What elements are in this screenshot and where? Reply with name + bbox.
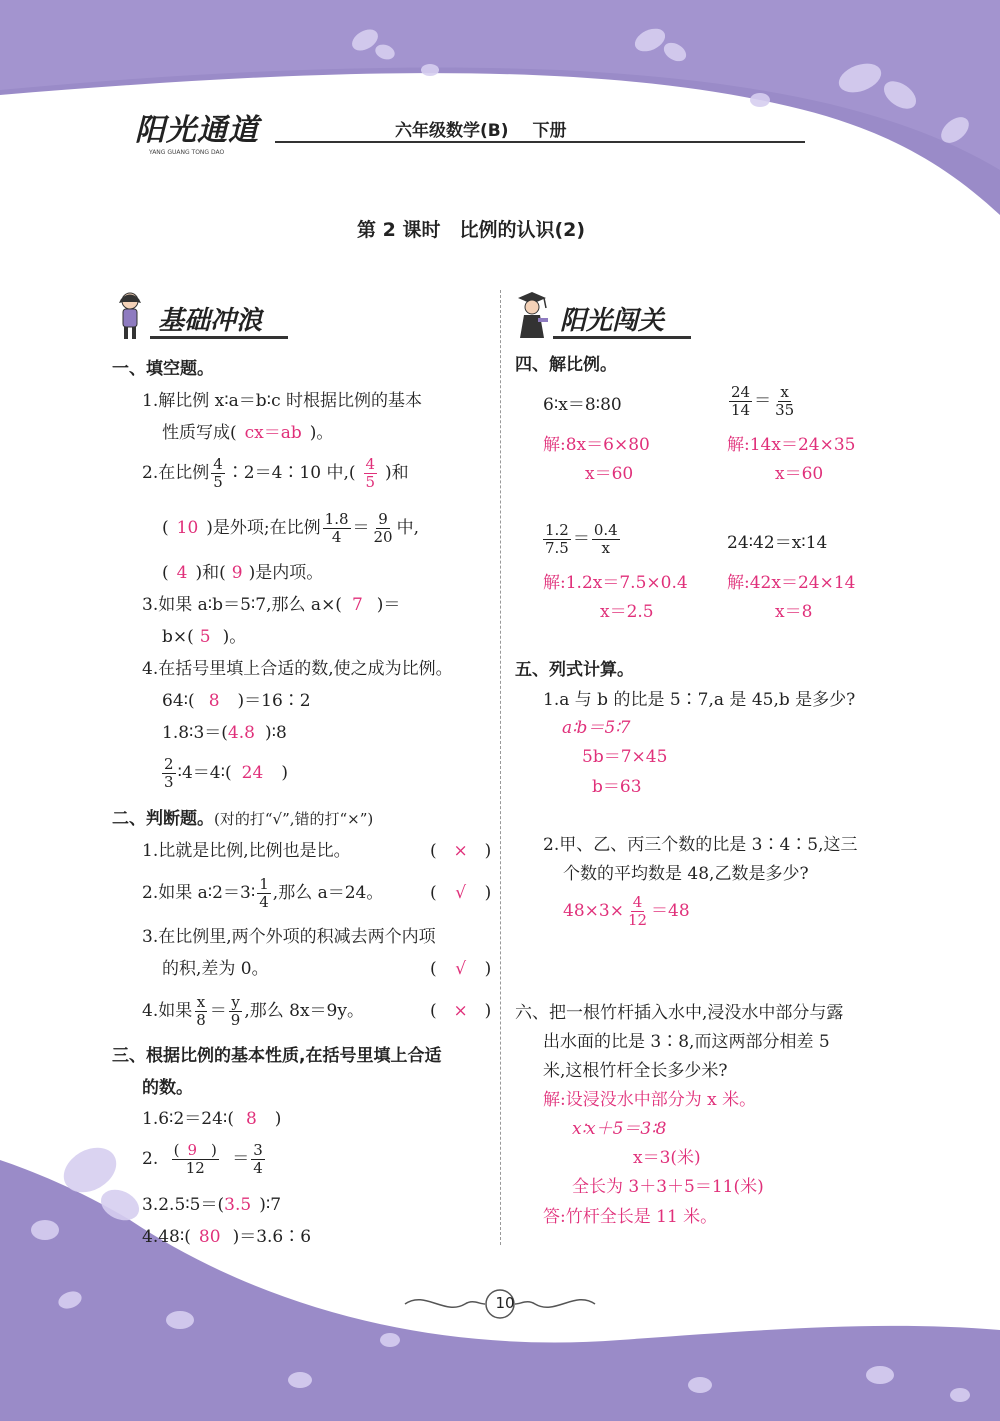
answer: 24 — [241, 763, 264, 783]
q3-row2: 2. $\frac{( 9 )}{12}$ ＝ $\frac{3}{4}$ — [142, 1141, 263, 1177]
lesson-title: 第 2 课时 比例的认识(2) — [357, 219, 586, 241]
q5-item2-line1: 2.甲、乙、丙三个数的比是 3∶4∶5,这三 — [543, 835, 858, 855]
q3-heading-line1: 三、根据比例的基本性质,在括号里填上合适 — [112, 1046, 442, 1066]
q2-item4-mark: ( × ) — [430, 1001, 492, 1021]
q2-item1: 1.比就是比例,比例也是比。 — [142, 841, 351, 861]
q6-line2: 出水面的比是 3∶8,而这两部分相差 5 — [543, 1032, 830, 1052]
q3-row1: 1.6∶2＝24∶( 8 ) — [142, 1109, 282, 1129]
answer: 5 — [199, 627, 211, 647]
q1-item4-row3: $\frac{2}{3}$ ∶4＝4∶( 24 ) — [164, 755, 288, 791]
q1-item3-line1: 3.如果 a∶b＝5∶7,那么 a×( 7 )＝ — [142, 595, 401, 615]
q2-item3-line2: 的积,差为 0。 — [162, 959, 269, 979]
q4-p1: 6∶x＝8∶80 — [543, 395, 622, 415]
answer: 9 — [187, 1141, 197, 1159]
section-underline-right — [553, 336, 691, 339]
answer: √ — [455, 883, 467, 903]
q6-step2: x∶x＋5＝3∶8 — [572, 1119, 667, 1139]
book-title: 六年级数学(B) 下册 — [395, 121, 567, 141]
logo-text: 阳光通道 — [135, 113, 259, 148]
q1-item2-line3: ( 4 )和( 9 )是内项。 — [162, 563, 324, 583]
q4-p2: $\frac{24}{14}$ ＝ $\frac{x}{35}$ — [731, 383, 795, 419]
q4-p4-step1: 解:42x＝24×14 — [727, 573, 856, 593]
answer: × — [453, 841, 468, 861]
q2-heading: 二、判断题。(对的打“√”,错的打“×”) — [112, 809, 374, 829]
q1-item4-row1: 64∶( 8 )＝16∶2 — [162, 691, 311, 711]
q3-row4: 4.48∶( 80 )＝3.6∶6 — [142, 1227, 312, 1247]
page-number: 10 — [495, 1294, 515, 1312]
q4-p2-step1: 解:14x＝24×35 — [727, 435, 856, 455]
q3-heading-line2: 的数。 — [142, 1078, 193, 1098]
q2-item4: 4.如果 $\frac{x}{8}$ ＝ $\frac{y}{9}$ ,那么 8x＝9y。 — [142, 993, 364, 1029]
answer: 3.5 — [224, 1195, 252, 1215]
q2-item2: 2.如果 a∶2＝3∶ $\frac{1}{4}$ ,那么 a＝24。 — [142, 875, 384, 911]
q1-item2-line1: 2.在比例 $\frac{4}{5}$ ∶2＝4∶10 中,( $\frac{4}{5}$ )和 — [142, 455, 409, 491]
q3-row3: 3.2.5∶5＝(3.5 )∶7 — [142, 1195, 282, 1215]
q6-step4: 全长为 3＋3＋5＝11(米) — [572, 1177, 764, 1197]
q4-p3-step1: 解:1.2x＝7.5×0.4 — [543, 573, 688, 593]
answer: 8 — [208, 691, 220, 711]
q2-item2-mark: ( √ ) — [430, 883, 492, 903]
q1-item1-line1: 1.解比例 x∶a＝b∶c 时根据比例的基本 — [142, 391, 423, 411]
answer: cx＝ab — [244, 423, 302, 443]
q5-item1: 1.a 与 b 的比是 5∶7,a 是 45,b 是多少? — [543, 690, 856, 710]
q6-step5: 答:竹杆全长是 11 米。 — [543, 1207, 718, 1227]
logo-subtitle: YANG GUANG TONG DAO — [149, 149, 225, 156]
answer: $\frac{4}{5}$ — [365, 455, 376, 491]
q5-item2-answer: 48×3× $\frac{4}{12}$ ＝48 — [563, 893, 690, 929]
q5-item1-step2: 5b＝7×45 — [582, 747, 668, 767]
q4-p3-step2: x＝2.5 — [600, 602, 654, 622]
q6-step1: 解:设浸没水中部分为 x 米。 — [543, 1090, 757, 1110]
q4-p1-step1: 解:8x＝6×80 — [543, 435, 650, 455]
q1-item1-line2: 性质写成( cx＝ab )。 — [162, 423, 334, 443]
answer: × — [453, 1001, 468, 1021]
q5-item1-step1: a∶b＝5∶7 — [562, 718, 631, 738]
q2-item1-mark: ( × ) — [430, 841, 492, 861]
answer: 80 — [198, 1227, 221, 1247]
q1-item4-row2: 1.8∶3＝(4.8 )∶8 — [162, 723, 287, 743]
header-logo — [135, 105, 259, 156]
section-title-basic: 基础冲浪 — [158, 306, 263, 336]
q4-p1-step2: x＝60 — [585, 464, 634, 484]
answer: 10 — [176, 518, 199, 538]
graduate-icon — [512, 290, 552, 344]
q1-item2-line2: ( 10 )是外项;在比例 $\frac{1.8}{4}$ ＝ $\frac{9}{20}$ 中, — [162, 510, 420, 546]
q4-p2-step2: x＝60 — [775, 464, 824, 484]
q5-item1-step3: b＝63 — [592, 777, 642, 797]
q1-item3-line2: b×( 5 )。 — [162, 627, 247, 647]
q6-step3: x＝3(米) — [633, 1148, 701, 1168]
answer: √ — [455, 959, 467, 979]
q1-item4: 4.在括号里填上合适的数,使之成为比例。 — [142, 659, 453, 679]
section-underline-left — [150, 336, 288, 339]
q5-item2-line2: 个数的平均数是 48,乙数是多少? — [563, 864, 809, 884]
answer: 9 — [231, 563, 243, 583]
q1-heading: 一、填空题。 — [112, 359, 214, 379]
q6-line1: 六、把一根竹杆插入水中,浸没水中部分与露 — [515, 1003, 844, 1023]
q4-p3: $\frac{1.2}{7.5}$ ＝ $\frac{0.4}{x}$ — [545, 521, 618, 557]
q5-heading: 五、列式计算。 — [515, 660, 634, 680]
q4-p4: 24∶42＝x∶14 — [727, 533, 828, 553]
section-title-challenge: 阳光闯关 — [560, 306, 665, 336]
q2-item3-mark: ( √ ) — [430, 959, 492, 979]
column-divider — [500, 290, 501, 1245]
q4-p4-step2: x＝8 — [775, 602, 813, 622]
answer: 8 — [245, 1109, 257, 1129]
answer: 7 — [351, 595, 363, 615]
answer: 4 — [176, 563, 188, 583]
girl-icon — [112, 290, 148, 342]
q6-line3: 米,这根竹杆全长多少米? — [543, 1061, 728, 1081]
q4-heading: 四、解比例。 — [515, 355, 617, 375]
answer: 4.8 — [227, 723, 255, 743]
header-rule — [275, 141, 805, 143]
q2-item3-line1: 3.在比例里,两个外项的积减去两个内项 — [142, 927, 436, 947]
